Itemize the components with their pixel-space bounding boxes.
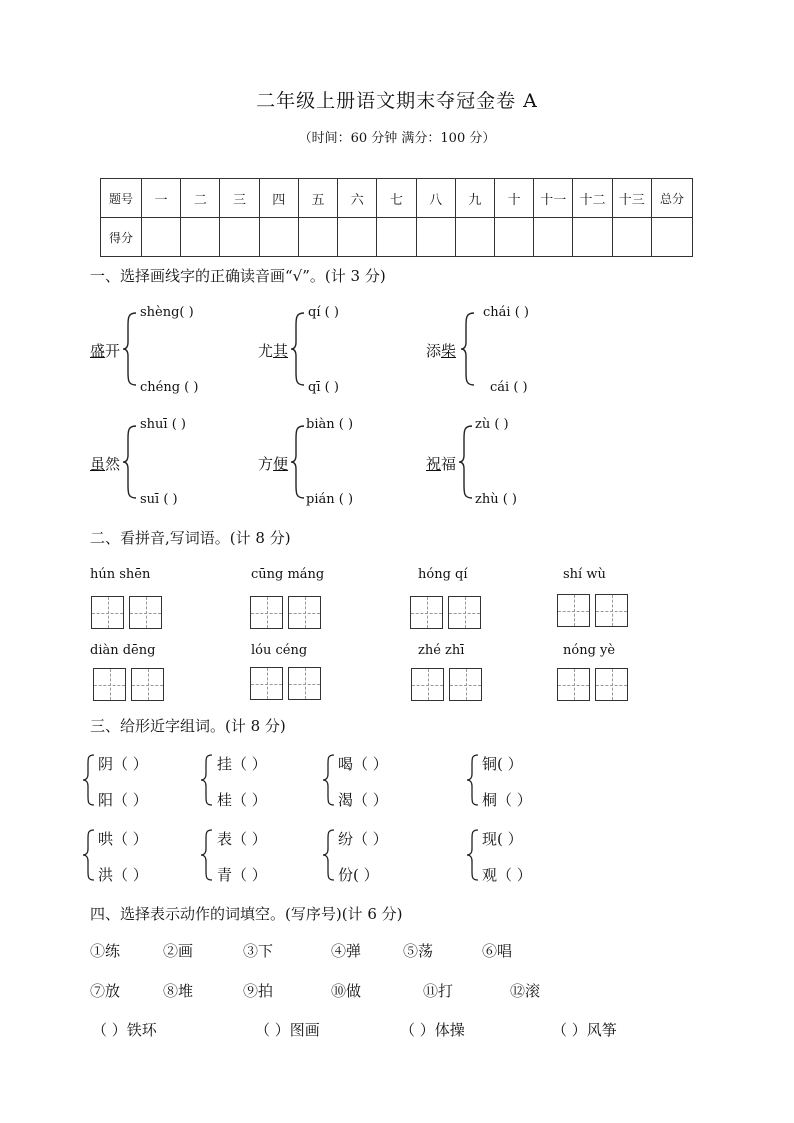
table-cell: 二	[181, 179, 220, 218]
score-input-cell[interactable]	[338, 218, 377, 257]
left-brace-icon	[322, 829, 336, 881]
section-1-title: 一、选择画线字的正确读音画“√”。(计 3 分)	[90, 267, 386, 285]
pinyin-prompt: lóu céng	[251, 643, 308, 658]
character-blank[interactable]: 渴（ ）	[338, 791, 388, 809]
left-brace-icon	[200, 754, 214, 806]
option-item: ⑫滚	[510, 982, 541, 1000]
writing-grid-box[interactable]	[411, 668, 444, 701]
pinyin-option[interactable]: chéng ( )	[140, 380, 199, 395]
underlined-char: 祝	[426, 455, 442, 473]
score-input-cell[interactable]	[494, 218, 533, 257]
option-item: ③下	[243, 942, 274, 960]
left-brace-icon	[290, 425, 306, 499]
word-char: 福	[441, 455, 457, 473]
pinyin-prompt: cūng máng	[251, 567, 325, 582]
writing-grid-box[interactable]	[595, 668, 628, 701]
character-blank[interactable]: 挂（ ）	[217, 755, 267, 773]
writing-grid-box[interactable]	[557, 594, 590, 627]
score-table-header-row	[101, 179, 693, 218]
word-char: 方	[258, 455, 274, 473]
pinyin-option[interactable]: biàn ( )	[306, 417, 354, 432]
left-brace-icon	[122, 312, 138, 386]
character-blank[interactable]: 桂（ ）	[217, 791, 267, 809]
left-brace-icon	[322, 754, 336, 806]
character-blank[interactable]: 阳（ ）	[98, 791, 148, 809]
character-blank[interactable]: 观（ ）	[482, 866, 532, 884]
writing-grid-box[interactable]	[595, 594, 628, 627]
left-brace-icon	[200, 829, 214, 881]
section-2-title: 二、看拼音,写词语。(计 8 分)	[90, 529, 291, 547]
table-cell: 题号	[101, 179, 142, 218]
underlined-char: 柴	[441, 342, 457, 360]
writing-grid-box[interactable]	[557, 668, 590, 701]
left-brace-icon	[458, 425, 474, 499]
score-input-cell[interactable]	[455, 218, 494, 257]
character-blank[interactable]: 纷（ ）	[338, 830, 388, 848]
option-item: ⑦放	[90, 982, 121, 1000]
score-input-cell[interactable]	[377, 218, 416, 257]
writing-grid-box[interactable]	[129, 596, 162, 629]
pinyin-option[interactable]: shuī ( )	[140, 417, 186, 432]
score-input-cell[interactable]	[416, 218, 455, 257]
pinyin-prompt: zhé zhī	[418, 643, 465, 658]
option-item: ②画	[163, 942, 194, 960]
table-cell: 八	[416, 179, 455, 218]
pinyin-prompt: nóng yè	[563, 643, 616, 658]
section-3-title: 三、给形近字组词。(计 8 分)	[90, 717, 286, 735]
option-item: ①练	[90, 942, 121, 960]
fill-blank[interactable]: （ ）体操	[400, 1021, 465, 1039]
word-tianchai	[426, 340, 456, 361]
writing-grid-box[interactable]	[131, 668, 164, 701]
left-brace-icon	[82, 754, 96, 806]
character-blank[interactable]: 阴（ ）	[98, 755, 148, 773]
pinyin-option[interactable]: qī ( )	[308, 380, 339, 395]
writing-grid-box[interactable]	[288, 596, 321, 629]
option-item: ⑧堆	[163, 982, 194, 1000]
word-char: 开	[105, 342, 121, 360]
word-youqi	[258, 340, 288, 361]
score-table-score-row	[101, 218, 693, 257]
table-cell: 十	[494, 179, 533, 218]
score-input-cell[interactable]	[181, 218, 220, 257]
word-char: 然	[105, 455, 121, 473]
left-brace-icon	[466, 754, 480, 806]
word-zhufu	[426, 453, 456, 474]
character-blank[interactable]: 青（ ）	[217, 866, 267, 884]
option-item: ⑩做	[331, 982, 362, 1000]
score-input-cell[interactable]	[652, 218, 693, 257]
score-input-cell[interactable]	[220, 218, 259, 257]
table-cell: 四	[259, 179, 298, 218]
option-item: ⑥唱	[482, 942, 513, 960]
writing-grid-box[interactable]	[288, 667, 321, 700]
table-cell: 十二	[573, 179, 612, 218]
character-blank[interactable]: 表（ ）	[217, 830, 267, 848]
table-cell: 五	[298, 179, 337, 218]
writing-grid-box[interactable]	[448, 596, 481, 629]
writing-grid-box[interactable]	[91, 596, 124, 629]
pinyin-prompt: diàn dēng	[90, 643, 156, 658]
table-cell: 六	[338, 179, 377, 218]
underlined-char: 盛	[90, 342, 106, 360]
score-input-cell[interactable]	[612, 218, 651, 257]
word-suiran	[90, 453, 120, 474]
option-item: ④弹	[331, 942, 362, 960]
exam-info: （时间：60 分钟 满分：100 分）	[298, 131, 496, 146]
pinyin-option[interactable]: cái ( )	[490, 380, 528, 395]
pinyin-option[interactable]: suī ( )	[140, 492, 178, 507]
word-char: 添	[426, 342, 442, 360]
character-blank[interactable]: 桐（ ）	[482, 791, 532, 809]
character-blank[interactable]: 洪（ ）	[98, 866, 148, 884]
option-item: ⑤荡	[403, 942, 434, 960]
fill-blank[interactable]: （ ）图画	[255, 1021, 320, 1039]
pinyin-option[interactable]: shèng( )	[140, 305, 194, 320]
score-input-cell[interactable]	[534, 218, 573, 257]
left-brace-icon	[290, 312, 306, 386]
table-cell: 一	[142, 179, 181, 218]
writing-grid-box[interactable]	[410, 596, 443, 629]
fill-blank[interactable]: （ ）铁环	[92, 1021, 157, 1039]
word-shengkai	[90, 340, 120, 361]
table-cell: 得分	[101, 218, 142, 257]
underlined-char: 虽	[90, 455, 106, 473]
table-cell: 十一	[534, 179, 573, 218]
underlined-char: 便	[273, 455, 289, 473]
option-item: ⑪打	[423, 982, 454, 1000]
option-item: ⑨拍	[243, 982, 274, 1000]
character-blank[interactable]: 哄（ ）	[98, 830, 148, 848]
table-cell: 十三	[612, 179, 651, 218]
writing-grid-box[interactable]	[449, 668, 482, 701]
table-cell: 九	[455, 179, 494, 218]
pinyin-option[interactable]: pián ( )	[306, 492, 354, 507]
table-cell: 三	[220, 179, 259, 218]
left-brace-icon	[122, 425, 138, 499]
character-blank[interactable]: 现( ）	[482, 830, 523, 848]
left-brace-icon	[82, 829, 96, 881]
score-input-cell[interactable]	[259, 218, 298, 257]
character-blank[interactable]: 份( ）	[338, 866, 379, 884]
word-fangbian	[258, 453, 288, 474]
score-input-cell[interactable]	[142, 218, 181, 257]
score-input-cell[interactable]	[298, 218, 337, 257]
writing-grid-box[interactable]	[93, 668, 126, 701]
fill-blank[interactable]: （ ）风筝	[552, 1021, 617, 1039]
page-title: 二年级上册语文期末夺冠金卷 A	[256, 90, 538, 112]
pinyin-prompt: hóng qí	[418, 567, 468, 582]
pinyin-prompt: hún shēn	[90, 567, 151, 582]
pinyin-option[interactable]: zù ( )	[475, 417, 509, 432]
underlined-char: 其	[273, 342, 289, 360]
table-cell: 总分	[652, 179, 693, 218]
character-blank[interactable]: 铜( ）	[482, 755, 523, 773]
character-blank[interactable]: 喝（ ）	[338, 755, 388, 773]
writing-grid-box[interactable]	[250, 667, 283, 700]
writing-grid-box[interactable]	[250, 596, 283, 629]
pinyin-option[interactable]: qí ( )	[308, 305, 339, 320]
left-brace-icon	[460, 312, 476, 386]
score-table	[100, 178, 693, 257]
pinyin-option[interactable]: chái ( )	[483, 305, 529, 320]
section-4-title: 四、选择表示动作的词填空。(写序号)(计 6 分)	[90, 905, 403, 923]
word-char: 尤	[258, 342, 274, 360]
pinyin-option[interactable]: zhù ( )	[475, 492, 518, 507]
left-brace-icon	[466, 829, 480, 881]
pinyin-prompt: shí wù	[563, 567, 606, 582]
score-input-cell[interactable]	[573, 218, 612, 257]
table-cell: 七	[377, 179, 416, 218]
